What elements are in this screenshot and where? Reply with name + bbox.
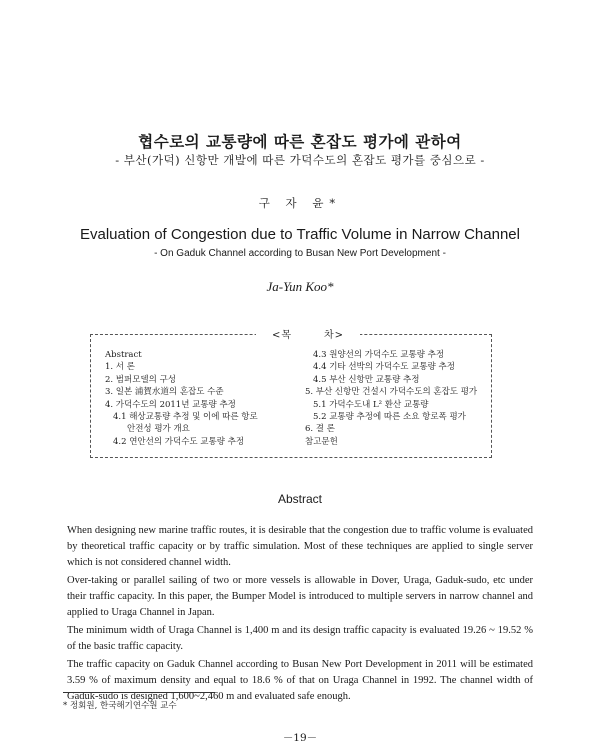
toc-heading <box>256 326 360 341</box>
toc-entry: 2. 범퍼모델의 구성 <box>105 374 176 385</box>
abstract-heading: Abstract <box>277 492 322 506</box>
abstract-body <box>67 523 533 707</box>
toc-right-column <box>305 349 491 448</box>
toc-entry: Abstract <box>105 350 142 360</box>
toc-entry: 5.2 교통량 추정에 따른 소요 항로폭 평가 <box>313 412 466 423</box>
toc-entry: 안전성 평가 개요 <box>127 424 190 435</box>
paper-title-korean: 협수로의 교통량에 따른 혼잡도 평가에 관하여 <box>138 132 462 151</box>
toc-entry: 4.4 기타 선박의 가덕수도 교통량 추정 <box>313 362 455 373</box>
footnote-divider <box>63 692 215 693</box>
abstract-paragraph: When designing new marine traffic routes, it is desirable that the congestion due to traffic volume is evaluated by theoretical traffic capacity or by traffic simulation. Most of these techniques are applied to single server which is not considered channel width. <box>67 525 533 568</box>
table-of-contents <box>90 334 492 458</box>
toc-entry: 1. 서 론 <box>105 362 135 373</box>
toc-heading-left: <목 <box>271 330 292 341</box>
author-english: Ja-Yun Koo* <box>266 279 334 294</box>
paper-subtitle-korean: - 부산(가덕) 신항만 개발에 따른 가덕수도의 혼잡도 평가를 중심으로 - <box>115 153 485 167</box>
footnote: * 정회원, 한국해기연수원 교수 <box>63 701 177 711</box>
paper-title-english: Evaluation of Congestion due to Traffic Volume in Narrow Channel <box>80 226 520 243</box>
toc-left-column <box>105 349 295 448</box>
toc-entry: 5. 부산 신항만 건설시 가덕수도의 혼잡도 평가 <box>305 387 478 398</box>
toc-entry: 5.1 가덕수도내 L² 환산 교통량 <box>313 399 429 410</box>
paper-subtitle-english: - On Gaduk Channel according to Busan New Port Development - <box>154 248 446 259</box>
author-korean: 구 자 윤* <box>258 196 342 210</box>
toc-entry: 4.5 부산 신항만 교통량 추정 <box>313 374 420 385</box>
toc-entry: 4.3 원양선의 가덕수도 교통량 추정 <box>313 350 445 360</box>
abstract-paragraph: Over-taking or parallel sailing of two or more vessels is allowable in Dover, Uraga, Gaduk-sudo, etc under their traffic capacity. In this paper, the Bumper Model is introduced to multiple servers in narrow channel and applied to Uraga Channel in Japan. <box>67 575 533 618</box>
abstract-paragraph: The traffic capacity on Gaduk Channel according to Busan New Port Development in 2011 will be estimated 3.59 % of maximum density and equal to 18.6 % of that on Uraga Channel in 1992. The channel width of Gaduk-sudo is designed 1,600~2,460 m and evaluated safe enough. <box>67 659 533 702</box>
toc-entry: 6. 결 론 <box>305 424 335 435</box>
toc-entry: 4.1 해상교통량 추정 및 이에 따른 항로 <box>113 412 258 423</box>
toc-entry: 3. 일본 浦賀水道의 혼잡도 수준 <box>105 387 224 398</box>
toc-heading-right: 차> <box>324 330 345 341</box>
toc-entry: 참고문헌 <box>305 436 338 447</box>
abstract-paragraph: The minimum width of Uraga Channel is 1,400 m and its design traffic capacity is evaluated 19.26 ~ 19.52 % of the basic traffic capacity. <box>67 625 533 652</box>
toc-entry: 4.2 연안선의 가덕수도 교통량 추정 <box>113 436 245 447</box>
page-number: －19－ <box>282 732 318 744</box>
toc-entry: 4. 가덕수도의 2011년 교통량 추정 <box>105 399 236 410</box>
